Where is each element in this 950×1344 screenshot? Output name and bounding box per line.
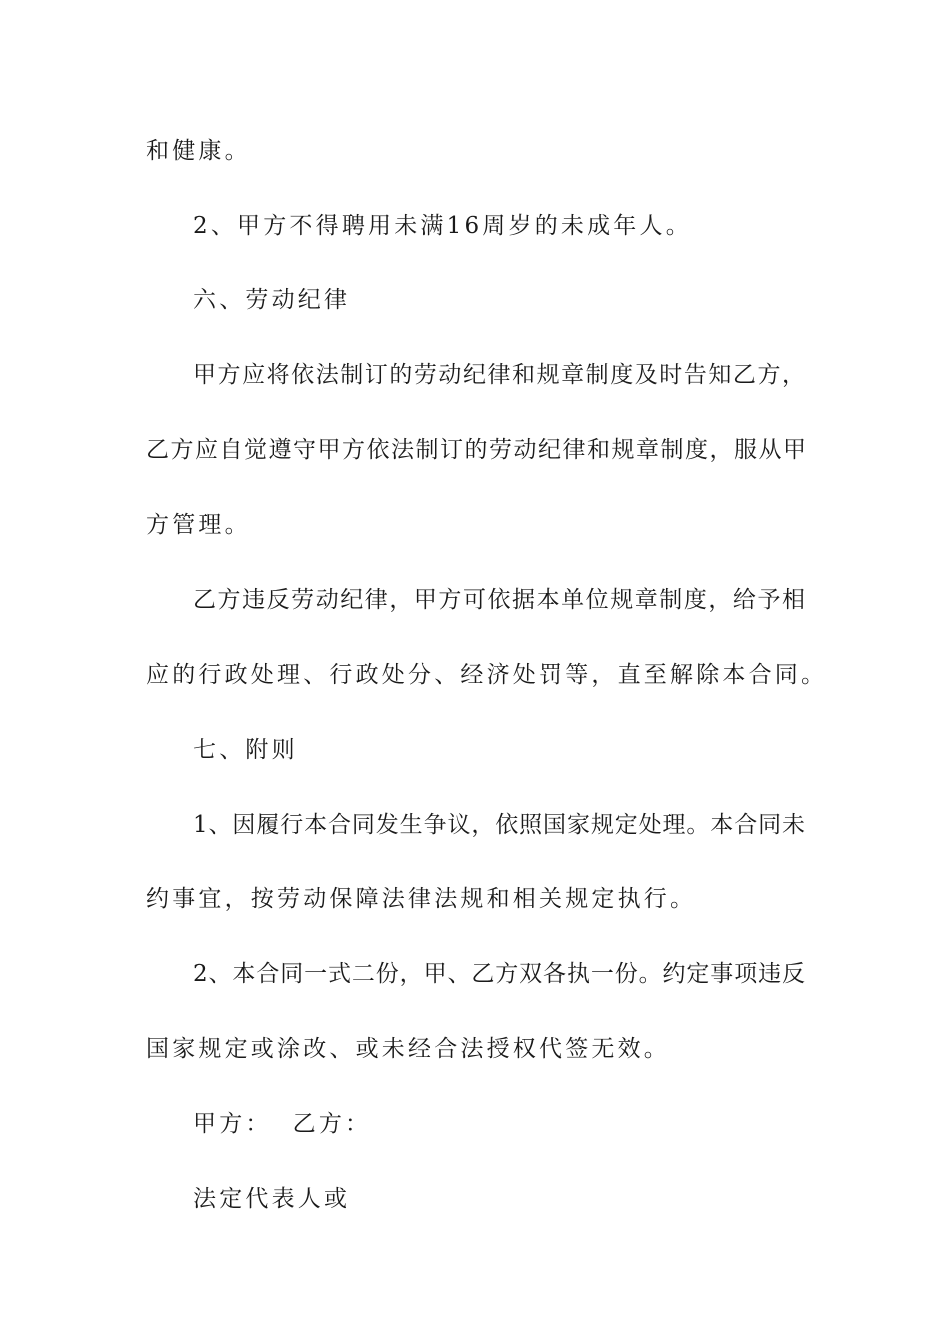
paragraph-line: 国家规定或涂改、或未经合法授权代签无效。: [146, 1036, 670, 1062]
paragraph-line: 和健康。: [146, 138, 251, 164]
paragraph-line: 乙方应自觉遵守甲方依法制订的劳动纪律和规章制度，服从甲: [146, 437, 806, 463]
section-heading: 六、劳动纪律: [193, 287, 351, 313]
signature-parties-line: 甲方： 乙方：: [193, 1111, 372, 1137]
paragraph-line: 1、因履行本合同发生争议，依照国家规定处理。本合同未: [193, 812, 805, 838]
paragraph-line: 约事宜，按劳动保障法律法规和相关规定执行。: [146, 886, 697, 912]
paragraph-line: 2、甲方不得聘用未满16周岁的未成年人。: [193, 213, 692, 239]
section-heading: 七、附则: [193, 737, 298, 763]
paragraph-line: 方管理。: [146, 512, 251, 538]
paragraph-line: 甲方应将依法制订的劳动纪律和规章制度及时告知乙方，: [193, 362, 805, 388]
legal-representative-line: 法定代表人或: [193, 1186, 351, 1212]
paragraph-line: 乙方违反劳动纪律，甲方可依据本单位规章制度，给予相: [193, 587, 805, 613]
paragraph-line: 应的行政处理、行政处分、经济处罚等，直至解除本合同。: [146, 662, 828, 688]
paragraph-line: 2、本合同一式二份，甲、乙方双各执一份。约定事项违反: [193, 961, 805, 987]
